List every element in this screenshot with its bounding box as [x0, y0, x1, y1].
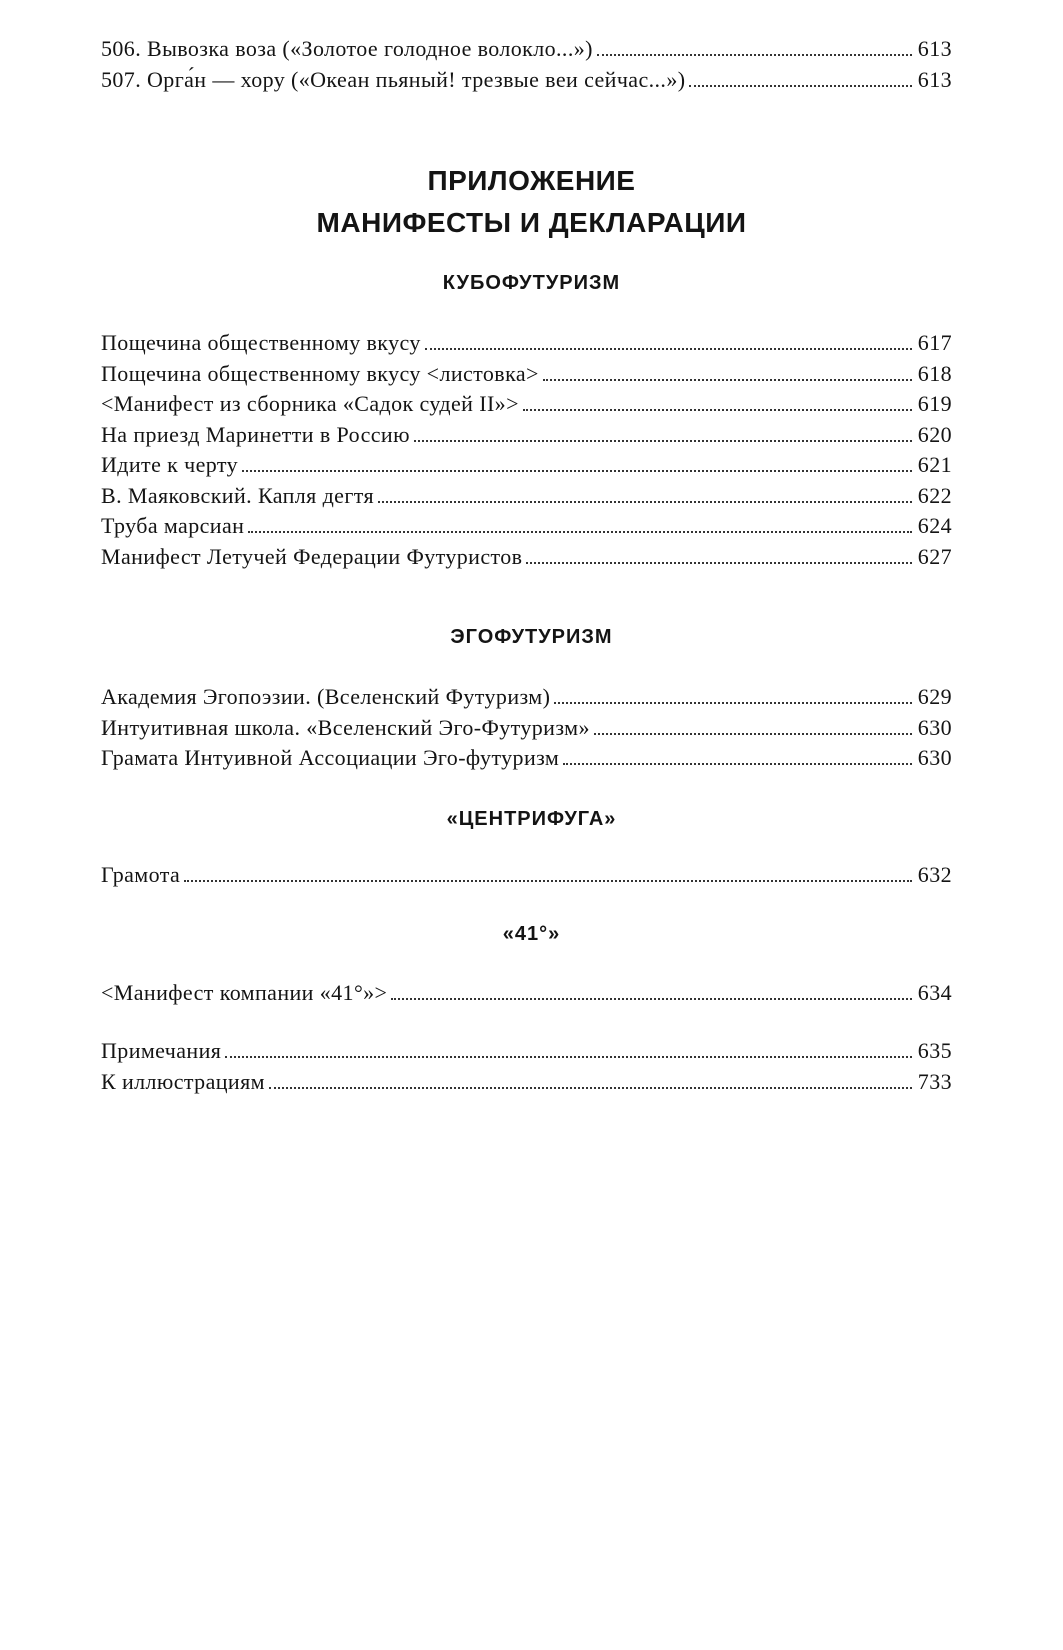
- dot-leader: [689, 85, 911, 87]
- toc-entry-title: Труба марсиан: [101, 513, 245, 538]
- toc-entry-title: Манифест Летучей Федерации Футуристов: [101, 543, 523, 569]
- dot-leader: [563, 763, 912, 765]
- toc-entry[interactable]: [101, 422, 952, 453]
- dot-leader: [391, 998, 911, 1000]
- toc-entry[interactable]: [101, 330, 952, 361]
- dot-leader: [225, 1056, 912, 1058]
- toc-entry[interactable]: [101, 513, 952, 544]
- dot-leader: [554, 702, 911, 704]
- toc-entry[interactable]: [101, 544, 952, 575]
- toc-entry-page: 634: [917, 980, 952, 1005]
- toc-entry[interactable]: [101, 452, 952, 483]
- dot-leader: [425, 348, 912, 350]
- dot-leader: [378, 501, 912, 503]
- appendix-heading: [0, 160, 1063, 244]
- toc-entry-title: 507. Орга́н — хору («Океан пьяный! трезвые веи сейчас...»): [101, 66, 686, 92]
- toc-entry-title: Пощечина общественному вкусу: [101, 330, 421, 355]
- toc-entry-title: В. Маяковский. Капля дегтя: [101, 482, 375, 508]
- toc-entry[interactable]: [101, 684, 952, 715]
- toc-entry-title: К иллюстрациям: [101, 1068, 265, 1094]
- toc-entry-page: 620: [917, 421, 952, 447]
- toc-entry-page: 630: [917, 714, 952, 740]
- toc-entry[interactable]: [101, 1038, 952, 1069]
- toc-section-centrifuga: [101, 862, 952, 893]
- section-heading-41: «41°»: [502, 923, 561, 945]
- toc-entry[interactable]: [101, 715, 952, 746]
- toc-entry-title: 506. Вывозка воза («Золотое голодное волокло...»): [101, 36, 593, 61]
- dot-leader: [543, 379, 912, 381]
- dot-leader: [242, 470, 912, 472]
- toc-section-egofuturism: [101, 684, 952, 776]
- toc-entry-page: 733: [917, 1068, 952, 1094]
- section-heading-egofuturism: ЭГОФУТУРИЗМ: [450, 626, 613, 648]
- toc-entry[interactable]: [101, 980, 952, 1011]
- toc-entry-page: 635: [917, 1038, 952, 1063]
- toc-entry-page: 630: [917, 745, 952, 770]
- toc-top-entries: [101, 36, 952, 97]
- toc-entry-title: Грамота: [101, 862, 181, 887]
- toc-entry-page: 629: [917, 684, 952, 709]
- toc-entry-page: 619: [917, 391, 952, 416]
- toc-entry[interactable]: [101, 391, 952, 422]
- dot-leader: [523, 409, 912, 411]
- toc-entry-page: 618: [917, 360, 952, 386]
- toc-entry-page: 632: [917, 862, 952, 887]
- toc-entry[interactable]: [101, 745, 952, 776]
- toc-entry-page: 613: [917, 66, 952, 92]
- dot-leader: [597, 54, 912, 56]
- dot-leader: [184, 880, 912, 882]
- section-heading-centrifuga: «ЦЕНТРИФУГА»: [446, 808, 617, 830]
- toc-entry-page: 617: [917, 330, 952, 355]
- toc-entry-title: Идите к черту: [101, 452, 238, 477]
- toc-entry-page: 621: [917, 452, 952, 477]
- toc-entry[interactable]: [101, 361, 952, 392]
- toc-entry-page: 627: [917, 543, 952, 569]
- dot-leader: [269, 1087, 912, 1089]
- toc-entry-title: Пощечина общественному вкусу <листовка>: [101, 360, 539, 386]
- toc-section-cubofuturism: [101, 330, 952, 574]
- dot-leader: [414, 440, 912, 442]
- toc-entry[interactable]: [101, 67, 952, 98]
- toc-entry-page: 613: [917, 36, 952, 61]
- toc-entry-page: 624: [917, 513, 952, 538]
- dot-leader: [594, 733, 912, 735]
- toc-entry-title: На приезд Маринетти в Россию: [101, 421, 410, 447]
- section-heading-cubofuturism: КУБОФУТУРИЗМ: [442, 272, 621, 294]
- toc-entry-page: 622: [917, 482, 952, 508]
- toc-entry-title: Грамата Интуивной Ассоциации Эго-футуризм: [101, 745, 560, 770]
- toc-entry-title: Примечания: [101, 1038, 222, 1063]
- toc-entry[interactable]: [101, 862, 952, 893]
- dot-leader: [248, 531, 912, 533]
- toc-entry[interactable]: [101, 1069, 952, 1100]
- dot-leader: [526, 562, 911, 564]
- toc-entry-title: Интуитивная школа. «Вселенский Эго-Футуризм»: [101, 714, 590, 740]
- toc-section-41: [101, 980, 952, 1011]
- toc-entry-title: <Манифест компании «41°»>: [101, 980, 388, 1005]
- toc-end-entries: [101, 1038, 952, 1099]
- toc-entry[interactable]: [101, 483, 952, 514]
- toc-entry[interactable]: [101, 36, 952, 67]
- appendix-heading-line2: МАНИФЕСТЫ И ДЕКЛАРАЦИИ: [316, 207, 747, 238]
- toc-entry-title: <Манифест из сборника «Садок судей II»>: [101, 391, 519, 416]
- appendix-heading-line1: ПРИЛОЖЕНИЕ: [427, 165, 636, 196]
- toc-entry-title: Академия Эгопоэзии. (Вселенский Футуризм): [101, 684, 551, 709]
